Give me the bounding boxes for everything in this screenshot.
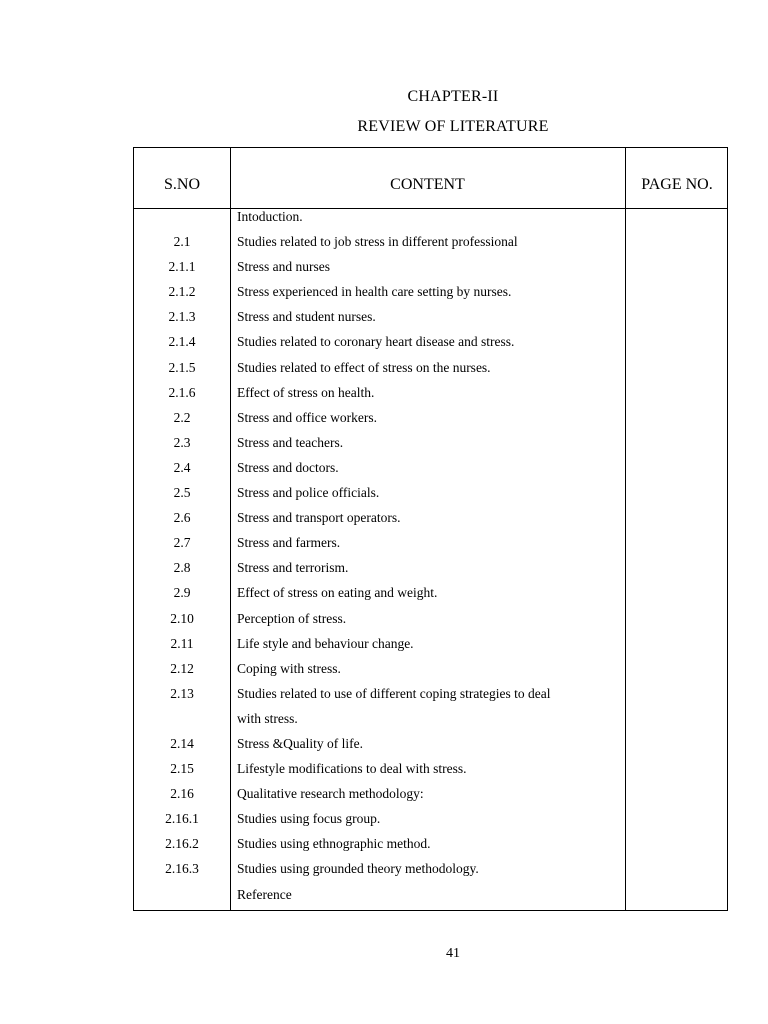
section-number: 2.1 [173, 234, 191, 250]
section-title: Stress and teachers. [237, 434, 344, 450]
table-row [134, 580, 727, 605]
section-number: 2.6 [173, 510, 191, 526]
section-subtitle: REVIEW OF LITERATURE [357, 118, 549, 135]
section-number: 2.5 [173, 485, 191, 501]
contents-table [133, 147, 728, 911]
table-row [134, 455, 727, 480]
section-number: 2.1.3 [168, 309, 196, 325]
section-title: Studies related to job stress in different professional [237, 234, 518, 250]
section-number: 2.14 [170, 735, 194, 751]
table-row [134, 229, 727, 254]
section-title: Stress &Quality of life. [237, 735, 363, 751]
table-row [134, 480, 727, 505]
table-row [134, 856, 727, 881]
table-row [134, 606, 727, 631]
table-row [134, 329, 727, 354]
section-number: 2.4 [173, 459, 191, 475]
table-row [134, 781, 727, 806]
section-title: Reference [237, 886, 292, 902]
section-title: Studies using focus group. [237, 811, 381, 827]
table-row [134, 254, 727, 279]
table-row [134, 279, 727, 304]
table-row [134, 380, 727, 405]
section-title: Stress and police officials. [237, 485, 380, 501]
section-number: 2.15 [170, 761, 194, 777]
section-title: Studies related to use of different coping strategies to deal [237, 685, 551, 701]
section-number: 2.1.5 [168, 359, 196, 375]
section-number: 2.16.1 [165, 811, 199, 827]
section-title: Stress and doctors. [237, 459, 339, 475]
table-row [134, 355, 727, 380]
table-row [134, 656, 727, 681]
column-header-page: PAGE NO. [641, 176, 713, 193]
table-row [134, 681, 727, 706]
section-title: Coping with stress. [237, 660, 341, 676]
section-title: Effect of stress on eating and weight. [237, 585, 438, 601]
section-number: 2.11 [170, 635, 194, 651]
section-number: 2.7 [173, 535, 191, 551]
table-row [134, 505, 727, 530]
section-number: 2.2 [173, 409, 191, 425]
section-number: 2.12 [170, 660, 194, 676]
section-title: Stress and office workers. [237, 409, 377, 425]
section-number: 2.8 [173, 560, 191, 576]
section-number: 2.16.2 [165, 836, 199, 852]
column-header-content: CONTENT [390, 176, 465, 193]
table-row [134, 706, 727, 731]
table-row [134, 304, 727, 329]
section-title: Studies related to effect of stress on the nurses. [237, 359, 491, 375]
section-title: Stress and farmers. [237, 535, 341, 551]
section-title: Stress and terrorism. [237, 560, 349, 576]
section-title: Stress and student nurses. [237, 309, 376, 325]
section-number: 2.1.1 [168, 259, 196, 275]
section-number: 2.1.4 [168, 334, 196, 350]
section-title: with stress. [237, 710, 298, 726]
section-number: 2.9 [173, 585, 191, 601]
section-title: Studies using grounded theory methodology. [237, 861, 479, 877]
section-title: Qualitative research methodology: [237, 786, 424, 802]
page-number: 41 [446, 946, 460, 961]
section-title: Life style and behaviour change. [237, 635, 414, 651]
table-body [134, 204, 727, 907]
section-title: Lifestyle modifications to deal with stress. [237, 761, 467, 777]
table-row [134, 731, 727, 756]
section-number: 2.16.3 [165, 861, 199, 877]
table-row [134, 555, 727, 580]
section-number: 2.10 [170, 610, 194, 626]
table-row [134, 831, 727, 856]
section-title: Studies using ethnographic method. [237, 836, 431, 852]
column-header-sno: S.NO [163, 176, 200, 193]
table-row [134, 204, 727, 229]
table-row [134, 430, 727, 455]
section-number: 2.16 [170, 786, 194, 802]
table-row [134, 806, 727, 831]
section-number: 2.1.6 [168, 384, 196, 400]
table-row [134, 631, 727, 656]
section-title: Perception of stress. [237, 610, 347, 626]
table-row [134, 405, 727, 430]
section-title: Studies related to coronary heart disease and stress. [237, 334, 515, 350]
table-row [134, 756, 727, 781]
section-title: Stress and transport operators. [237, 510, 401, 526]
section-number: 2.13 [170, 685, 194, 701]
chapter-title: CHAPTER-II [407, 88, 499, 105]
section-title: Intoduction. [237, 209, 303, 224]
section-title: Stress experienced in health care setting by nurses. [237, 284, 512, 300]
section-number: 2.1.2 [168, 284, 196, 300]
section-number: 2.3 [173, 434, 191, 450]
section-title: Stress and nurses [237, 259, 330, 275]
section-title: Effect of stress on health. [237, 384, 375, 400]
table-row [134, 882, 727, 907]
table-row [134, 530, 727, 555]
